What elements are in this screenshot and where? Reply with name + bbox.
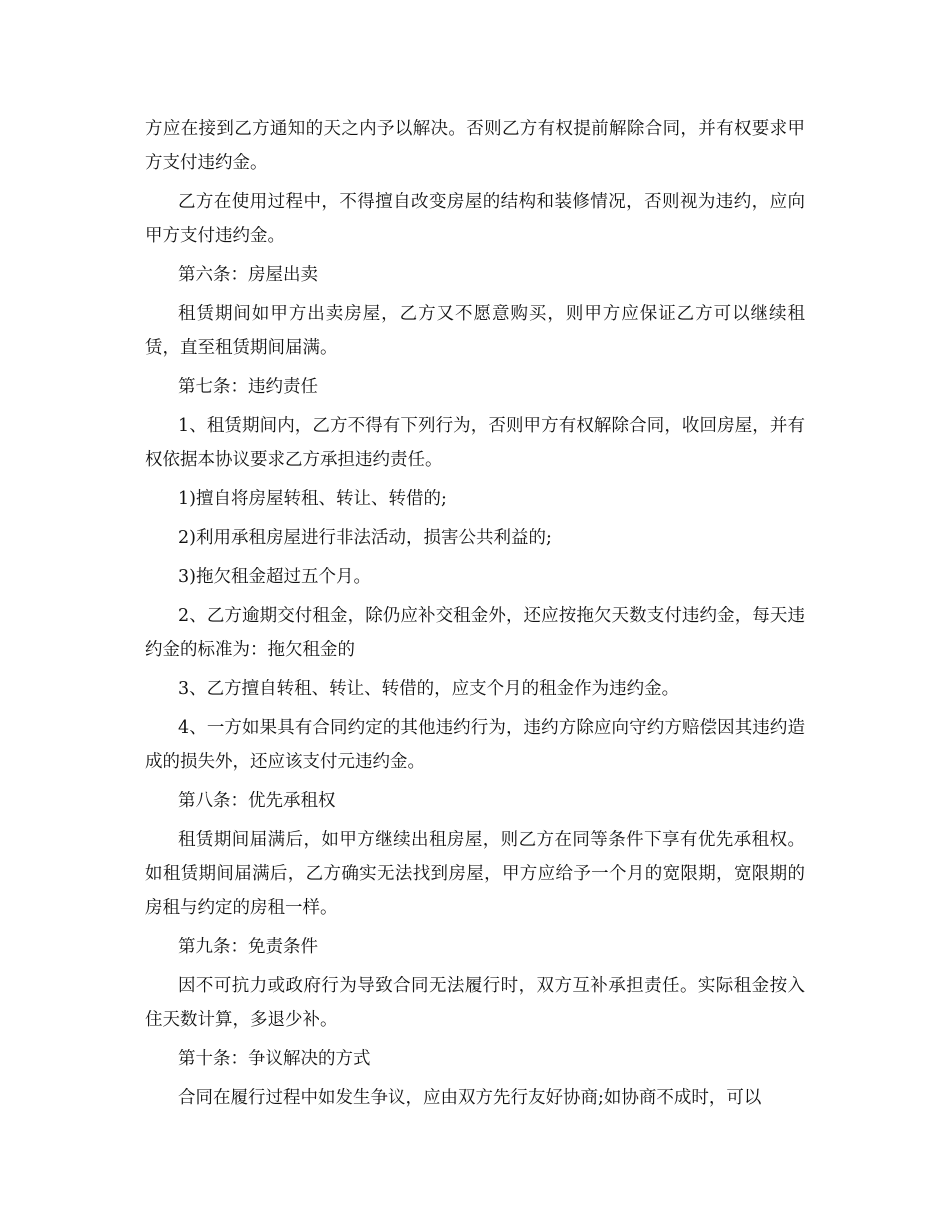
article-10-heading: 第十条：争议解决的方式 xyxy=(178,1049,371,1069)
list-item-2: 2)利用承租房屋进行非法活动，损害公共利益的; xyxy=(178,528,552,548)
paragraph-2: 乙方在使用过程中，不得擅自改变房屋的结构和装修情况，否则视为违约，应向甲方支付违约金。 xyxy=(145,192,805,246)
paragraph-9: 因不可抗力或政府行为导致合同无法履行时，双方互补承担责任。实际租金按入住天数计算，多退少补。 xyxy=(145,976,805,1030)
article-7-heading: 第七条：违约责任 xyxy=(178,377,318,397)
paragraph-8: 租赁期间届满后，如甲方继续出租房屋，则乙方在同等条件下享有优先承租权。如租赁期间届满后，乙方确实无法找到房屋，甲方应给予一个月的宽限期，宽限期的房租与约定的房租一样。 xyxy=(145,830,805,918)
list-item-3: 3)拖欠租金超过五个月。 xyxy=(178,567,371,587)
paragraph-6: 3、乙方擅自转租、转让、转借的，应支个月的租金作为违约金。 xyxy=(178,679,680,699)
paragraph-5: 2、乙方逾期交付租金，除仍应补交租金外，还应按拖欠天数支付违约金，每天违约金的标准为：拖欠租金的 xyxy=(145,606,805,660)
paragraph-10: 合同在履行过程中如发生争议，应由双方先行友好协商;如协商不成时，可以 xyxy=(178,1088,762,1108)
article-6-heading: 第六条：房屋出卖 xyxy=(178,265,318,285)
paragraph-4: 1、租赁期间内，乙方不得有下列行为，否则甲方有权解除合同，收回房屋，并有权依据本协议要求乙方承担违约责任。 xyxy=(145,416,805,470)
paragraph-7: 4、一方如果具有合同约定的其他违约行为，违约方除应向守约方赔偿因其违约造成的损失外，还应该支付元违约金。 xyxy=(145,718,805,772)
paragraph-1: 方应在接到乙方通知的天之内予以解决。否则乙方有权提前解除合同，并有权要求甲方支付违约金。 xyxy=(145,119,805,173)
list-item-1: 1)擅自将房屋转租、转让、转借的; xyxy=(178,489,447,509)
paragraph-3: 租赁期间如甲方出卖房屋，乙方又不愿意购买，则甲方应保证乙方可以继续租赁，直至租赁期间届满。 xyxy=(145,304,805,358)
document-body xyxy=(145,112,805,1120)
article-8-heading: 第八条：优先承租权 xyxy=(178,791,336,811)
article-9-heading: 第九条：免责条件 xyxy=(178,937,318,957)
